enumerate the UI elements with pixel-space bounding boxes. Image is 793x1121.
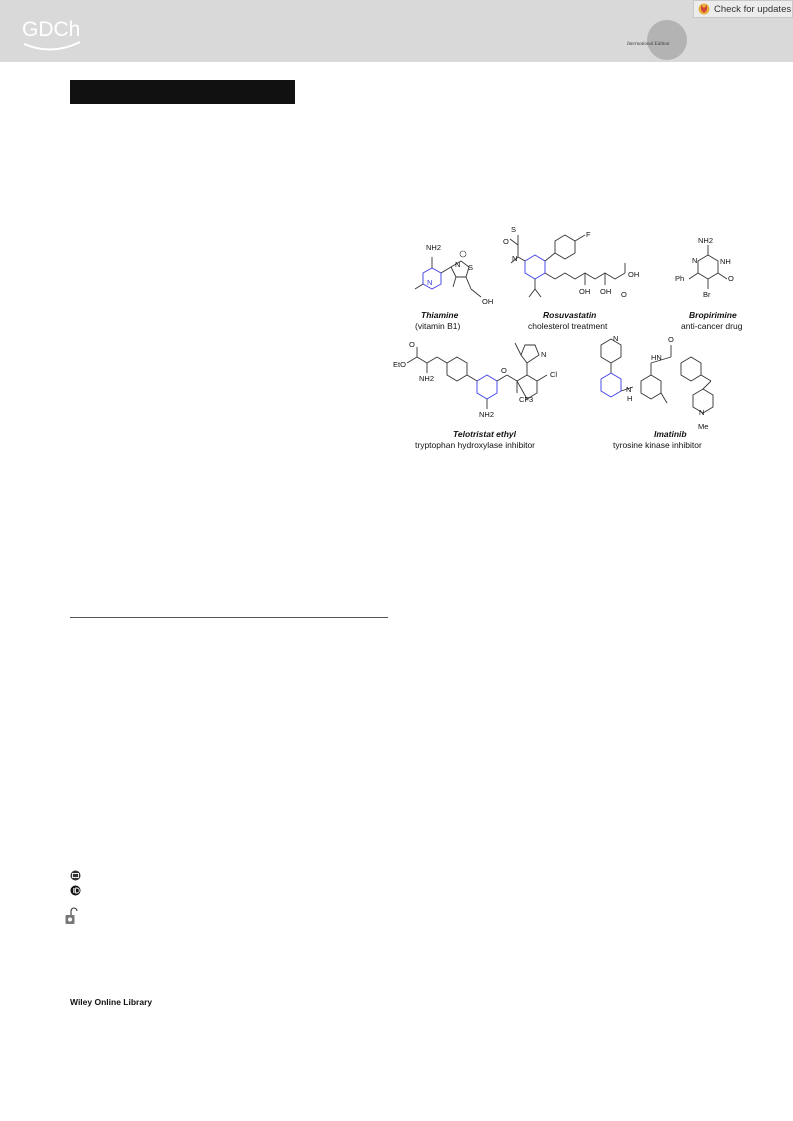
rosuvastatin-n-label: N <box>512 254 518 263</box>
gdch-logo-text: GDCh <box>22 18 81 41</box>
rosuvastatin-o2-label: O <box>621 290 627 299</box>
rosuvastatin-description: cholesterol treatment <box>528 321 608 331</box>
edition-label: International Edition <box>627 42 670 47</box>
telotristat-cl-label: Cl <box>550 370 558 379</box>
orcid-icon[interactable] <box>70 885 81 896</box>
check-for-updates-button[interactable] <box>693 0 793 18</box>
rosuvastatin-name: Rosuvastatin <box>543 310 597 320</box>
gdch-logo <box>22 18 84 52</box>
bropirimine-o-label: O <box>728 274 734 283</box>
email-icon[interactable] <box>70 870 81 881</box>
rosuvastatin-o-label: O <box>503 237 509 246</box>
rosuvastatin-oh2-label: OH <box>600 287 612 296</box>
imatinib-name: Imatinib <box>654 429 687 439</box>
open-access-icon[interactable] <box>64 907 78 927</box>
imatinib-n-label: N <box>626 385 632 394</box>
imatinib-pyridine-n-label: N <box>613 334 619 343</box>
imatinib-description: tyrosine kinase inhibitor <box>613 440 702 450</box>
drug-structures-figure <box>393 217 755 455</box>
imatinib-structure <box>601 339 713 413</box>
rosuvastatin-s-label: S <box>511 225 517 234</box>
rosuvastatin-cooh-label: OH <box>628 270 640 279</box>
thiamine-n-label: N <box>427 278 433 287</box>
structure-drawings <box>393 217 755 455</box>
check-for-updates-label: Check for updates <box>714 3 792 15</box>
telotristat-o-label: O <box>409 340 415 349</box>
bropirimine-nh-label: NH <box>720 257 731 266</box>
thiamine-oh-label: OH <box>482 297 494 306</box>
imatinib-me-label: Me <box>698 422 709 431</box>
telotristat-nh2-b-label: NH2 <box>479 410 495 419</box>
bropirimine-description: anti-cancer drug <box>681 321 743 331</box>
telotristat-cf3-label: CF3 <box>519 395 534 404</box>
footnote-divider <box>70 617 388 618</box>
rosuvastatin-oh1-label: OH <box>579 287 591 296</box>
telotristat-eto-label: EtO <box>393 360 406 369</box>
bropirimine-n-label: N <box>692 256 698 265</box>
thiamine-n-plus-label: N <box>455 260 461 269</box>
thiamine-name: Thiamine <box>421 310 459 320</box>
edition-badge <box>647 20 687 60</box>
telotristat-description: tryptophan hydroxylase inhibitor <box>415 440 536 450</box>
thiamine-nh2-label: NH2 <box>426 243 442 252</box>
section-header-bar <box>70 80 295 104</box>
bropirimine-br-label: Br <box>703 290 711 299</box>
imatinib-n2-label: N <box>699 408 705 417</box>
bropirimine-structure <box>689 245 727 289</box>
imatinib-hn-label: HN <box>651 353 662 362</box>
telotristat-name: Telotristat ethyl <box>453 429 516 439</box>
thiamine-structure <box>415 251 481 297</box>
telotristat-n-label: N <box>541 350 547 359</box>
bropirimine-ph-label: Ph <box>675 274 685 283</box>
bropirimine-name: Bropirimine <box>689 310 737 320</box>
telotristat-nh2-label: NH2 <box>419 374 435 383</box>
gdch-swoosh-icon <box>22 40 84 54</box>
telotristat-o2-label: O <box>501 366 507 375</box>
journal-header <box>0 0 793 62</box>
bropirimine-nh2-label: NH2 <box>698 236 714 245</box>
rosuvastatin-f-label: F <box>586 230 591 239</box>
thiamine-description: (vitamin B1) <box>415 321 461 331</box>
wiley-online-library-label: Wiley Online Library <box>70 997 153 1007</box>
crossmark-icon <box>698 3 710 15</box>
thiamine-s-label: S <box>468 263 474 272</box>
imatinib-o-label: O <box>668 335 674 344</box>
imatinib-h-label: H <box>627 394 633 403</box>
